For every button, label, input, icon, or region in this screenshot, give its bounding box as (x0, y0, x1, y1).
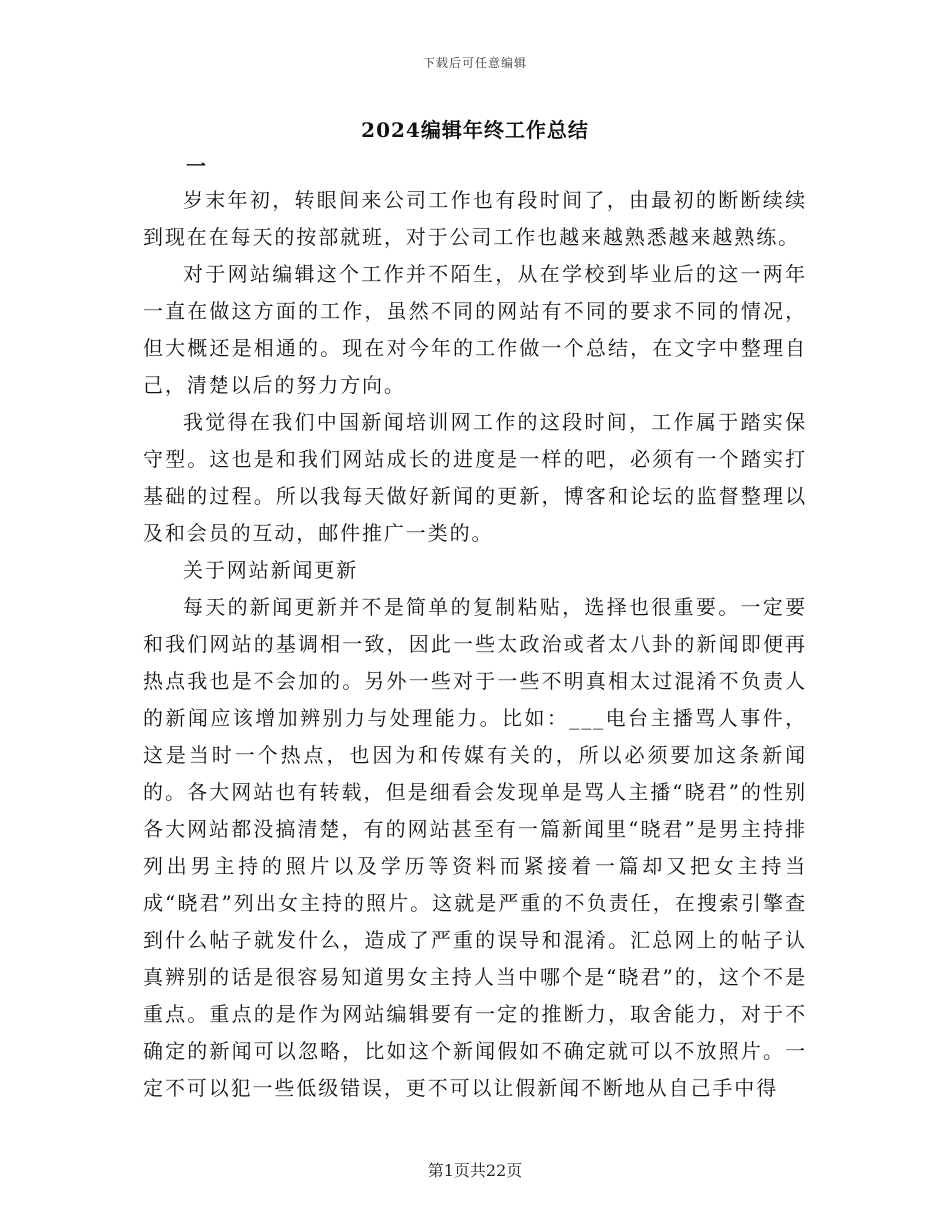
paragraph: 每天的新闻更新并不是简单的复制粘贴，选择也很重要。一定要和我们网站的基调相一致，因此一些太政治或者太八卦的新闻即便再热点我也是不会加的。另外一些对于一些不明真相太过混淆不负责人的新闻应该增加辨别力与处理能力。比如：___电台主播骂人事件，这是当时一个热点，也因为和传媒有关的，所以必须要加这条新闻的。各大网站也有转载，但是细看会发现单是骂人主播“晓君”的性别各大网站都没搞清楚，有的网站甚至有一篇新闻里“晓君”是男主持排列出男主持的照片以及学历等资料而紧接着一篇却又把女主持当成“晓君”列出女主持的照片。这就是严重的不负责任，在搜索引擎查到什么帖子就发什么，造成了严重的误导和混淆。汇总网上的帖子认真辨别的话是很容易知道男女主持人当中哪个是“晓君”的，这个不是重点。重点的是作为网站编辑要有一定的推断力，取舍能力，对于不确定的新闻可以忽略，比如这个新闻假如不确定就可以不放照片。一定不可以犯一些低级错误，更不可以让假新闻不断地从自己手中得 (143, 595, 807, 1100)
paragraph: 岁末年初，转眼间来公司工作也有段时间了，由最初的断断续续到现在在每天的按部就班，对于公司工作也越来越熟悉越来越熟练。 (143, 188, 807, 249)
header-note: 下载后可任意编辑 (422, 56, 527, 70)
document-body (143, 182, 807, 1107)
subheading: 关于网站新闻更新 (183, 558, 359, 582)
page-number: 第1页共22页 (427, 1161, 523, 1180)
paragraph: 对于网站编辑这个工作并不陌生，从在学校到毕业后的这一两年一直在做这方面的工作，虽然不同的网站有不同的要求不同的情况，但大概还是相通的。现在对今年的工作做一个总结，在文字中整理自己，清楚以后的努力方向。 (143, 262, 807, 397)
paragraph: 我觉得在我们中国新闻培训网工作的这段时间，工作属于踏实保守型。这也是和我们网站成长的进度是一样的吧，必须有一个踏实打基础的过程。所以我每天做好新闻的更新，博客和论坛的监督整理以及和会员的互动，邮件推广一类的。 (143, 410, 807, 545)
document-title: 2024编辑年终工作总结 (361, 118, 589, 142)
section-number: 一 (186, 154, 206, 178)
